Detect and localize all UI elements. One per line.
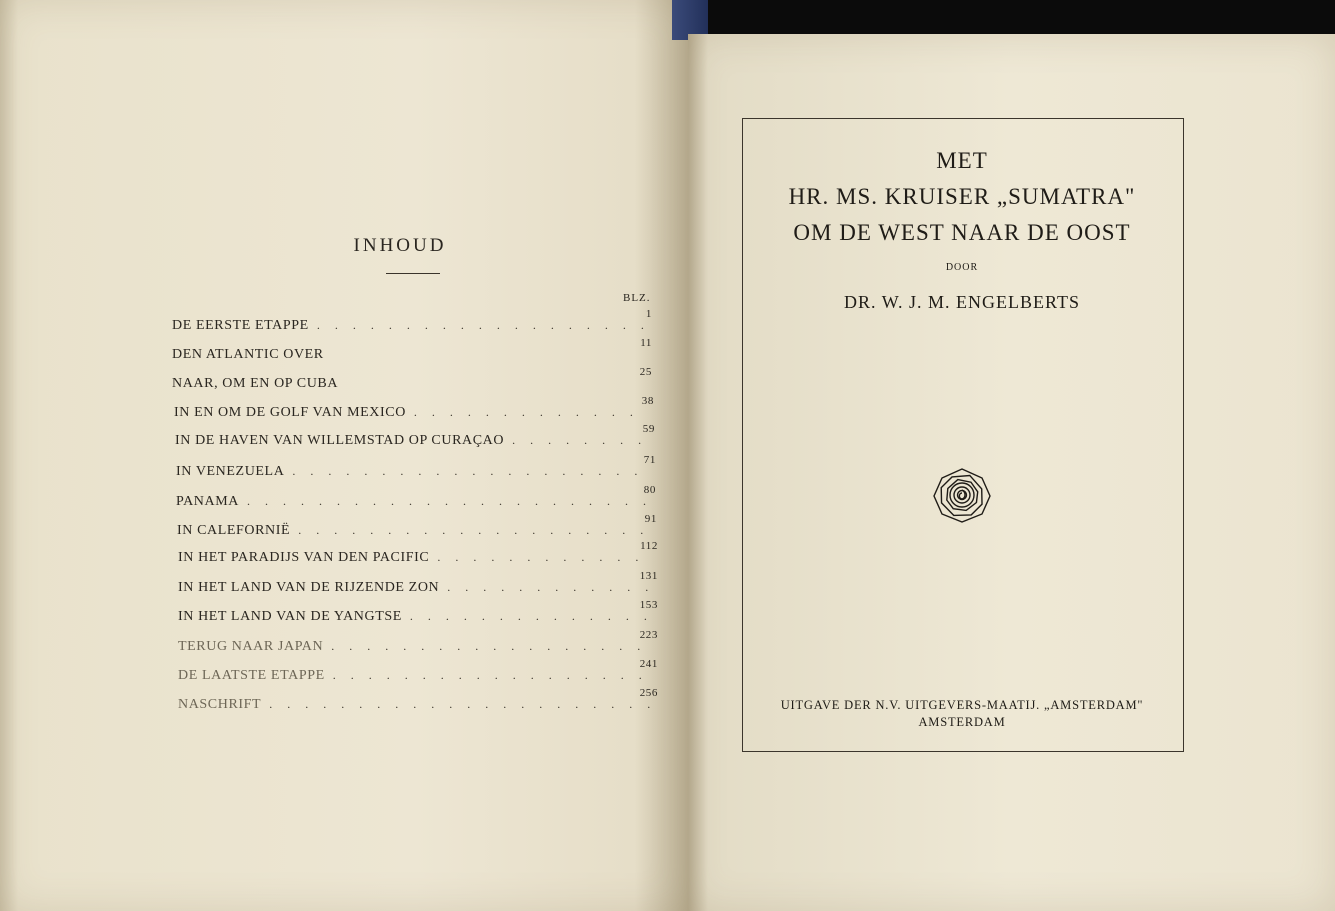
toc-entry [178,599,658,629]
toc-entry-page: 11 [640,337,652,349]
toc-leader-dots [512,433,647,448]
toc-entry-page: 59 [642,423,655,435]
toc-entry-label: NASCHRIFT [178,697,262,712]
toc-entry-label: IN HET LAND VAN DE YANGTSE [178,609,402,624]
rose-emblem-icon [930,466,994,524]
toc-title: INHOUD [353,235,447,256]
toc-page-header: BLZ. [623,292,651,304]
toc-entry-page: 38 [641,395,654,407]
toc-entry-page: 131 [639,570,658,582]
toc-entry-page: 223 [639,629,658,641]
toc-leader-dots [317,318,644,333]
toc-entry-page: 91 [644,513,657,525]
toc-entry-label: IN EN OM DE GOLF VAN MEXICO [174,405,406,420]
toc-entry-label: DE EERSTE ETAPPE [172,318,309,333]
toc-entry-label: NAAR, OM EN OP CUBA [172,376,339,391]
toc-entry [178,629,658,659]
toc-entry-label: IN DE HAVEN VAN WILLEMSTAD OP CURAÇAO [175,433,505,448]
toc-entry-page: 112 [640,540,658,552]
toc-entry [178,687,658,717]
toc-leader-dots [292,464,648,479]
toc-entry-page: 256 [639,687,658,699]
publisher-city: AMSTERDAM [918,715,1006,729]
toc-entry-label: TERUG NAAR JAPAN [178,639,324,654]
by-line: DOOR [945,262,979,273]
toc-entry-page: 153 [639,599,658,611]
toc-leader-dots [410,609,650,624]
toc-entry-page: 1 [645,308,652,320]
author-name: DR. W. J. M. ENGELBERTS [844,292,1080,312]
publisher: UITGAVE DER N.V. UITGEVERS-MAATIJ. „AMSTERDAM" [780,698,1144,712]
toc-entry [178,540,658,570]
title-line-1: MET [936,148,988,173]
toc-entry-page: 80 [643,484,656,496]
title-frame [742,118,1184,752]
toc-leader-dots [269,697,650,712]
toc-leader-dots [333,668,650,683]
toc-entry-label: DEN ATLANTIC OVER [172,347,324,362]
toc-entry-label: IN CALEFORNIË [177,523,291,538]
toc-entry [174,395,654,425]
title-line-3: OM DE WEST NAAR DE OOST [793,220,1131,245]
toc-leader-dots [447,580,650,595]
toc-entry-label: IN HET PARADIJS VAN DEN PACIFIC [178,550,430,565]
toc-entry-page: 25 [639,366,652,378]
toc-entry-label: DE LAATSTE ETAPPE [178,668,325,683]
toc-entry [172,308,652,338]
toc-entry [172,366,652,396]
toc-entry [172,337,652,367]
toc-leader-dots [331,639,650,654]
toc-leader-dots [298,523,649,538]
toc-entry-label: IN VENEZUELA [176,464,285,479]
toc-entry [175,423,655,453]
toc-leader-dots [437,550,650,565]
toc-entry [178,658,658,688]
toc-entry [178,570,658,600]
toc-entry-page: 241 [639,658,658,670]
toc-entry-label: IN HET LAND VAN DE RIJZENDE ZON [178,580,440,595]
toc-entry [176,484,656,514]
title-line-2: HR. MS. KRUISER „SUMATRA" [788,184,1136,209]
toc-entry [176,454,656,484]
toc-entry-label: PANAMA [176,494,239,509]
toc-entry-page: 71 [643,454,656,466]
toc-leader-dots [414,405,646,420]
toc-leader-dots [247,494,648,509]
toc-entry [177,513,657,543]
